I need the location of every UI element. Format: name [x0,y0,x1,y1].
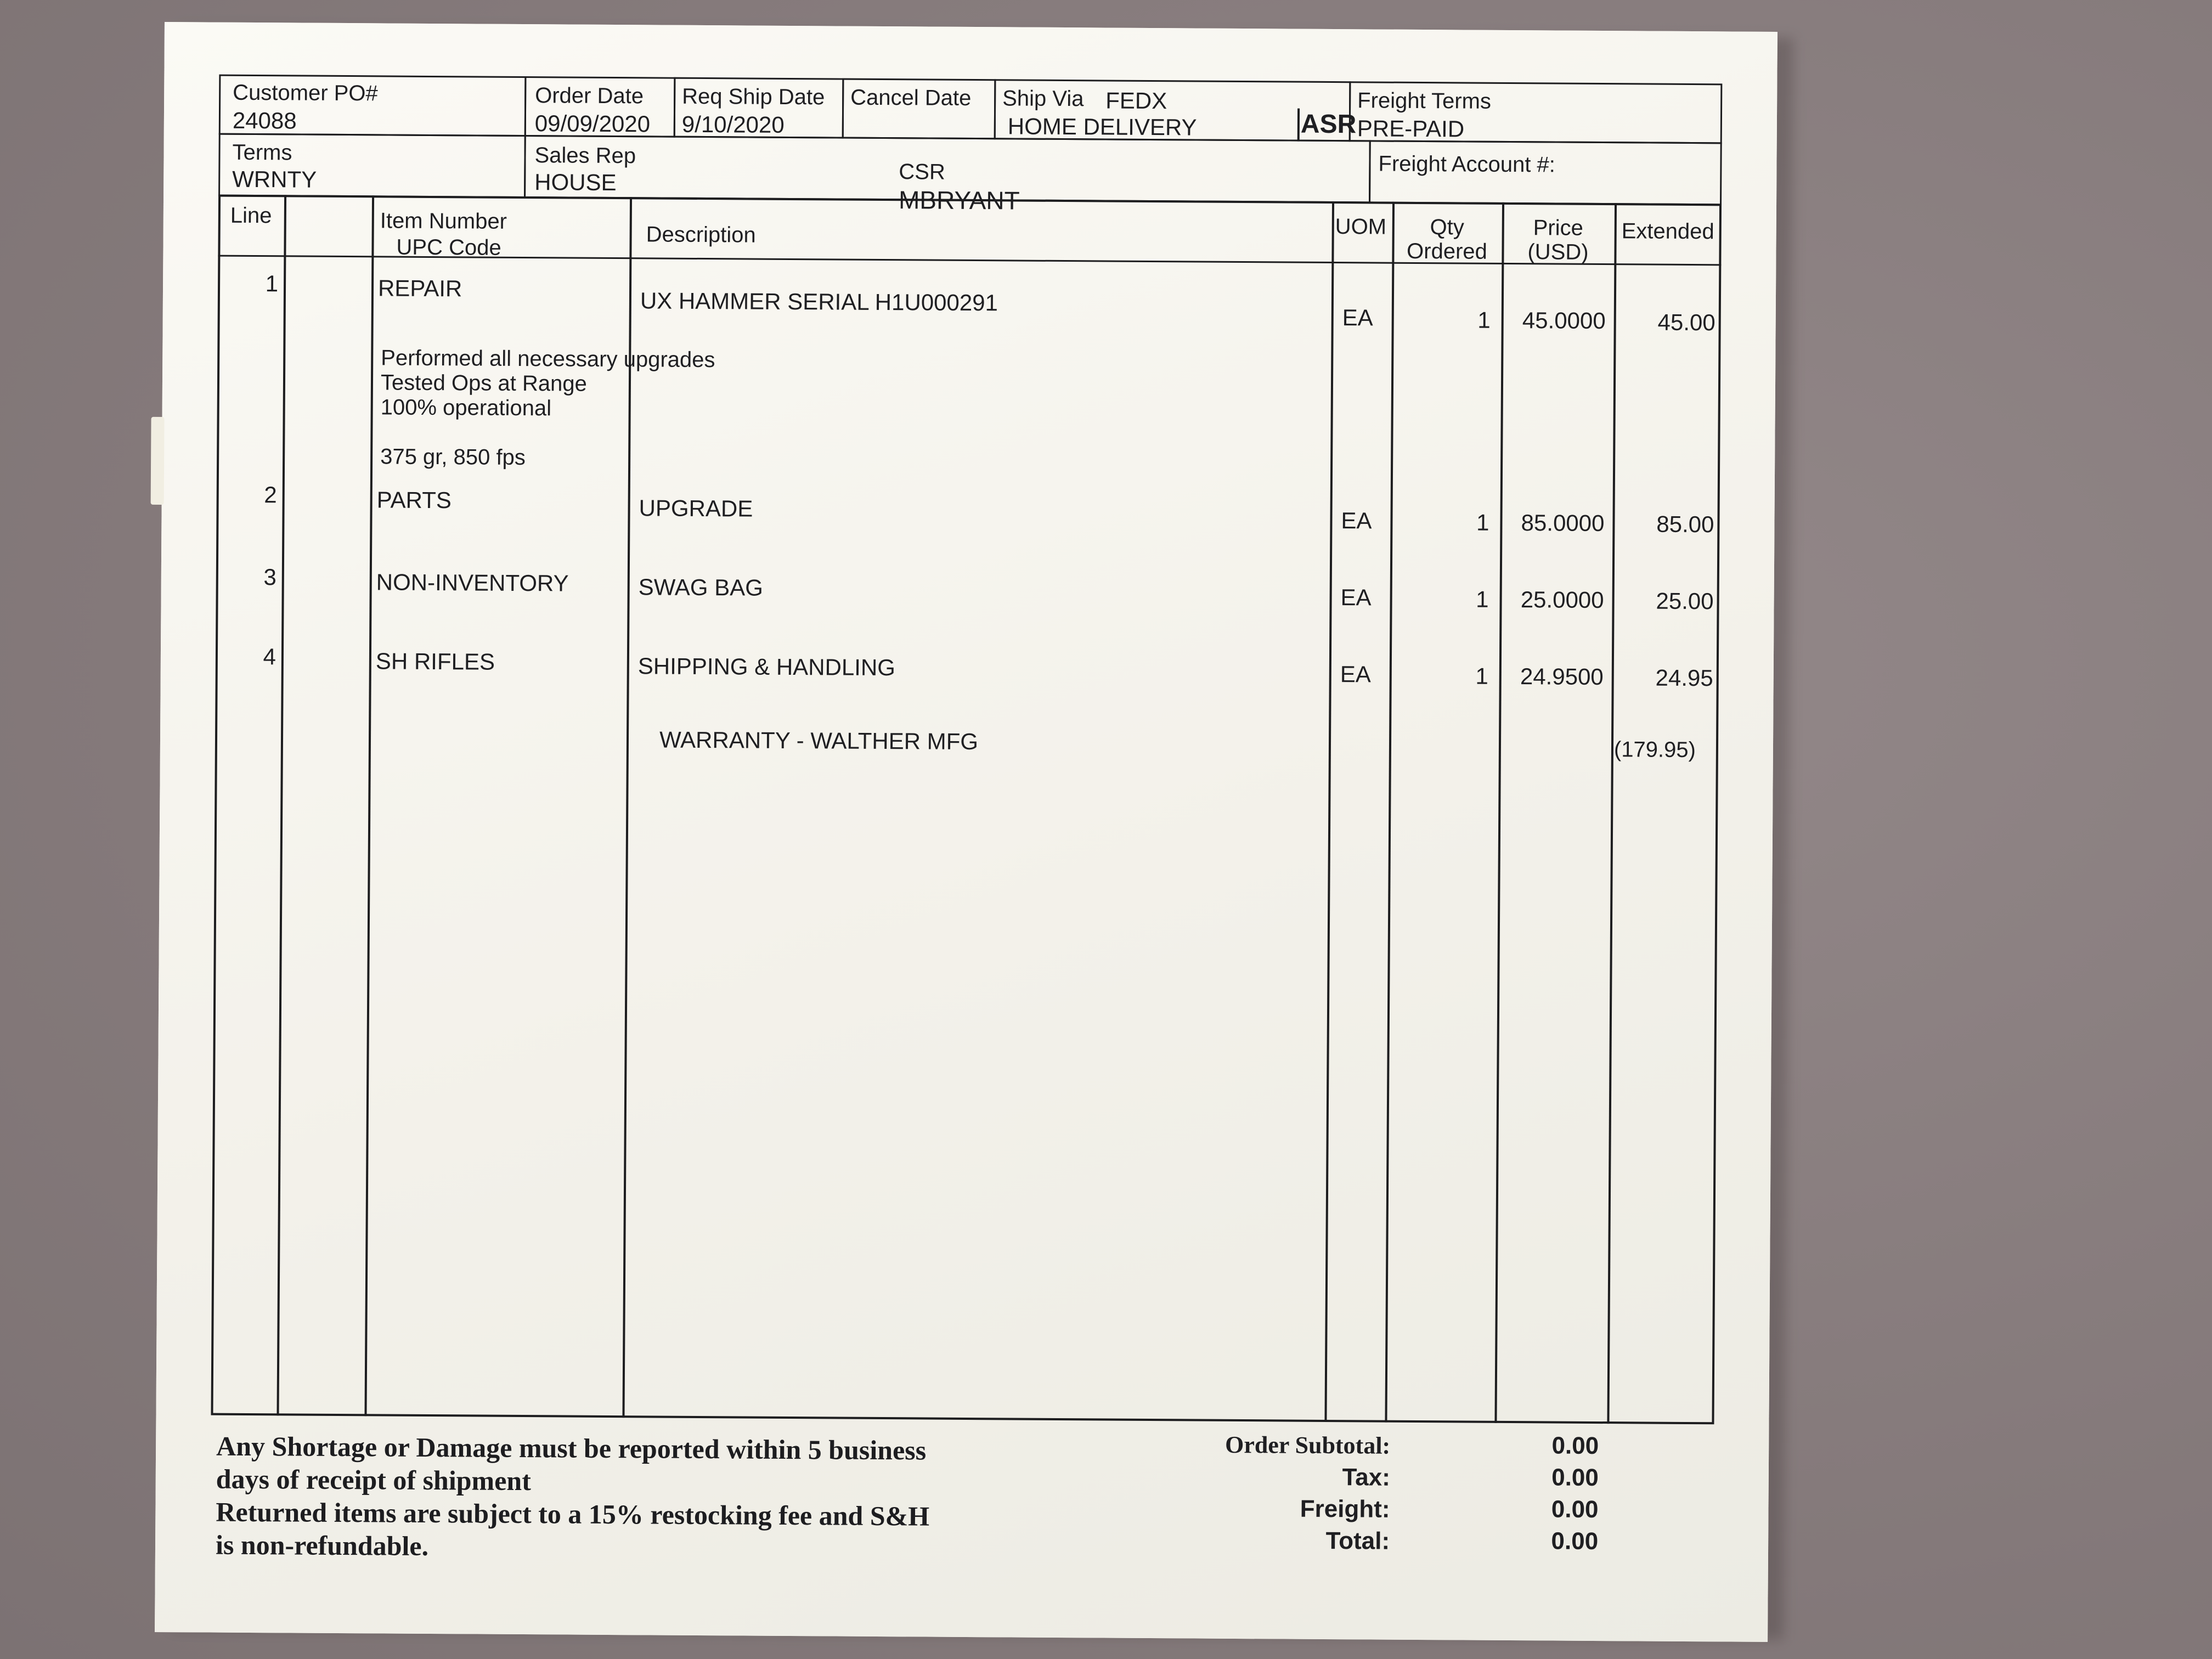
row-price: 45.0000 [1522,307,1606,334]
col-header-usd: (USD) [1527,240,1589,264]
sales-rep-value: HOUSE [534,169,617,196]
row-description: UX HAMMER SERIAL H1U000291 [640,287,998,316]
freight-terms-cell [1349,81,1723,144]
freight-terms-label: Freight Terms [1357,88,1492,114]
req-ship-date-cell [674,77,844,139]
row-extended: 25.00 [1656,588,1714,614]
freight-label: Freight: [1300,1495,1390,1523]
policy-line: Returned items are subject to a 15% restocking fee and S&H [216,1496,930,1532]
total-value: 0.00 [1551,1527,1599,1555]
col-header-ordered: Ordered [1406,239,1487,264]
customer-po-value: 24088 [232,107,297,134]
row-description: SHIPPING & HANDLING [637,653,896,681]
customer-po-cell [219,75,527,137]
row-price: 24.9500 [1520,663,1604,690]
warranty-label: WARRANTY - WALTHER MFG [659,726,979,755]
order-date-label: Order Date [535,83,644,109]
subtotal-value: 0.00 [1551,1432,1599,1460]
customer-po-label: Customer PO# [233,80,378,106]
row-line-number: 2 [264,482,277,508]
row-uom: EA [1342,304,1373,331]
freight-account-label: Freight Account #: [1378,151,1555,177]
invoice-sheet [155,22,1778,1642]
csr-label: CSR [899,160,945,184]
note-tested: Tested Ops at Range [380,370,587,396]
subtotal-label: Order Subtotal: [1224,1431,1391,1459]
col-header-uom: UOM [1335,215,1387,239]
cancel-date-label: Cancel Date [850,85,972,110]
req-ship-date-label: Req Ship Date [682,84,825,110]
row-description: SWAG BAG [638,574,764,601]
req-ship-date-value: 9/10/2020 [681,111,785,138]
ship-via-service: HOME DELIVERY [1007,113,1197,140]
total-label: Total: [1325,1527,1390,1555]
row-line-number: 3 [263,564,276,590]
row-item-number: SH RIFLES [375,648,495,675]
col-header-upc: UPC Code [396,235,501,260]
row-extended: 85.00 [1656,511,1714,538]
row-qty: 1 [1476,509,1489,535]
paper-tab [151,417,165,505]
csr-value: MBRYANT [898,185,1020,215]
row-extended: 45.00 [1657,309,1716,336]
policy-line: is non-refundable. [215,1529,429,1561]
note-ballistics: 375 gr, 850 fps [380,444,526,470]
terms-label: Terms [232,140,292,165]
col-header-line: Line [230,203,272,228]
col-header-price: Price [1533,216,1583,240]
row-item-number: PARTS [376,487,452,514]
cancel-date-cell [842,78,996,140]
ship-via-carrier: FEDX [1105,87,1167,114]
row-price: 25.0000 [1520,586,1604,613]
freight-terms-value: PRE-PAID [1357,115,1465,142]
col-header-item-number: Item Number [380,208,507,234]
col-header-qty: Qty [1430,215,1465,240]
row-line-number: 4 [263,644,276,670]
asr-divider [1297,109,1300,142]
note-operational: 100% operational [380,395,552,421]
ship-via-label: Ship Via [1002,86,1084,111]
note-upgrades: Performed all necessary upgrades [381,346,715,373]
row-qty: 1 [1475,663,1488,689]
terms-cell [218,133,526,198]
terms-value: WRNTY [232,166,317,193]
row-item-number: NON-INVENTORY [376,569,569,596]
row-extended: 24.95 [1655,664,1713,691]
row-uom: EA [1341,507,1372,534]
policy-line: days of receipt of shipment [216,1463,532,1497]
freight-account-cell [1369,140,1722,205]
policy-line: Any Shortage or Damage must be reported within 5 business [216,1430,927,1466]
col-header-description: Description [646,222,756,247]
row-uom: EA [1340,584,1372,611]
sales-rep-label: Sales Rep [534,143,636,168]
sales-rep-cell [524,135,1371,215]
row-line-number: 1 [265,270,279,297]
row-item-number: REPAIR [377,275,462,302]
freight-value: 0.00 [1551,1496,1599,1523]
row-uom: EA [1340,661,1371,687]
policy-notice [216,1430,930,1566]
tax-label: Tax: [1342,1464,1390,1491]
asr-code: ASR [1300,109,1357,139]
row-qty: 1 [1476,586,1489,612]
warranty-amount: (179.95) [1613,737,1696,763]
row-description: UPGRADE [639,495,753,522]
order-date-value: 09/09/2020 [534,110,651,137]
row-qty: 1 [1477,307,1491,333]
tax-value: 0.00 [1551,1464,1599,1492]
col-header-extended: Extended [1621,219,1714,244]
row-price: 85.0000 [1521,510,1605,537]
order-date-cell [524,76,676,138]
